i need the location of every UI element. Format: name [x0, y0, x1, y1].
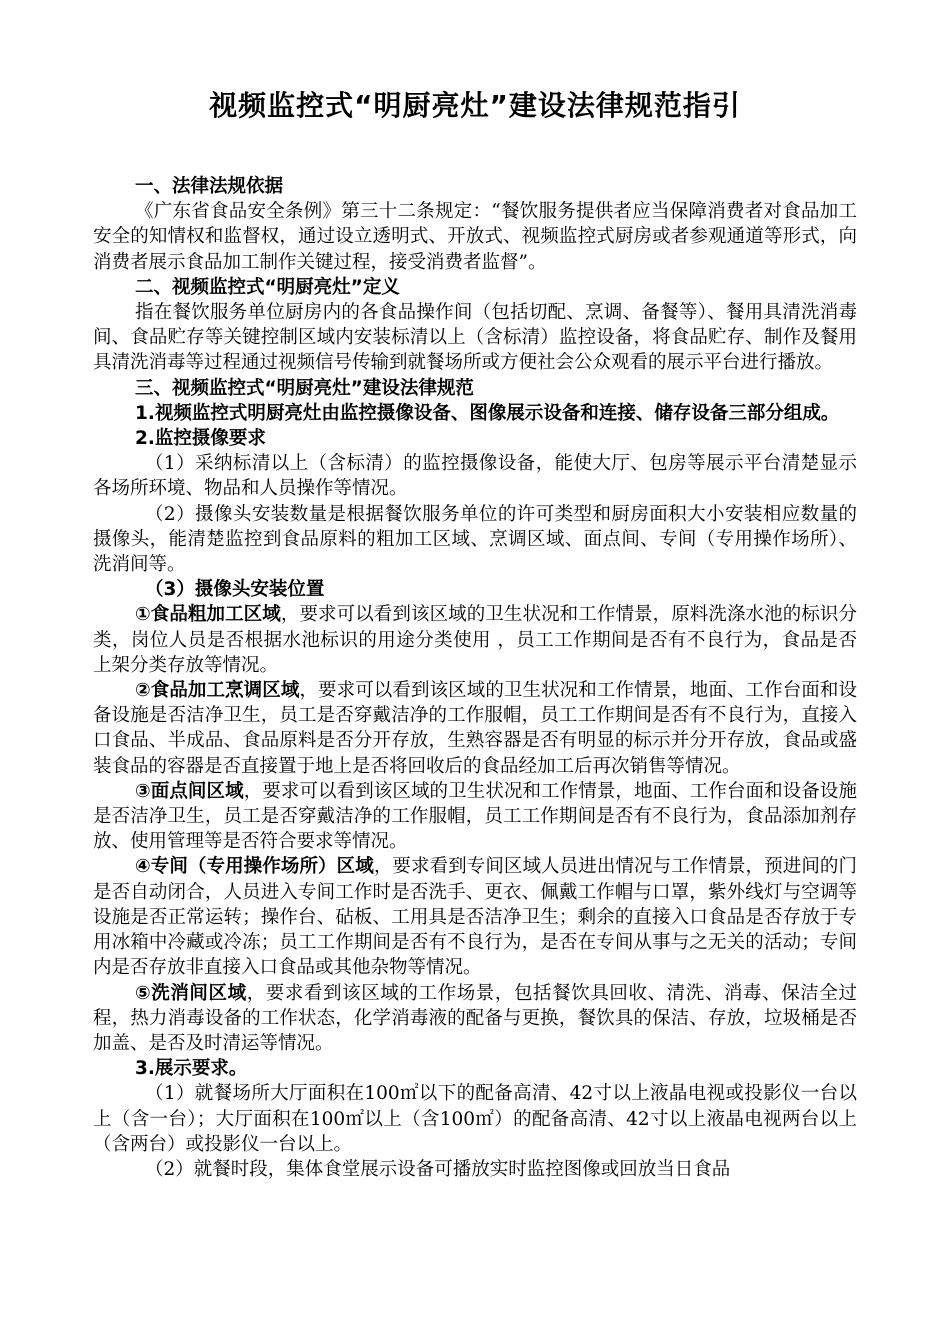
- section-3-item-2-para-3-heading: （3）摄像头安装位置: [145, 579, 325, 601]
- section-3-heading: 三、视频监控式“明厨亮灶”建设法律规范: [135, 377, 474, 399]
- camera-area-3: [93, 779, 857, 855]
- camera-area-3-label: ③面点间区域: [135, 780, 244, 802]
- camera-area-2-label: ②食品加工烹调区域: [135, 680, 300, 702]
- camera-area-4: [93, 854, 857, 980]
- section-3-item-2-heading: 2.监控摄像要求: [135, 428, 266, 450]
- camera-area-1-label: ①食品粗加工区域: [135, 604, 281, 626]
- section-3-item-1: 1.视频监控式明厨亮灶由监控摄像设备、图像展示设备和连接、储存设备三部分组成。: [135, 402, 840, 424]
- section-3-item-2-para-1: （1）采纳标清以上（含标清）的监控摄像设备，能使大厅、包房等展示平台清楚显示各场所环境、物品和人员操作等情况。: [93, 453, 857, 500]
- section-1-text: 《广东省食品安全条例》第三十二条规定：“餐饮服务提供者应当保障消费者对食品加工安全的知情权和监督权，通过设立透明式、开放式、视频监控式厨房或者参观通道等形式，向消费者展示食品加工制作关键过程，接受消费者监督”。: [93, 201, 857, 273]
- camera-area-5-label: ⑤洗消间区域: [135, 982, 247, 1004]
- section-3-item-3-para-2: （2）就餐时段，集体食堂展示设备可播放实时监控图像或回放当日食品: [145, 1158, 731, 1180]
- section-1-heading: 一、法律法规依据: [135, 176, 284, 197]
- page-title: 视频监控式“明厨亮灶”建设法律规范指引: [209, 89, 741, 122]
- section-2-heading: 二、视频监控式“明厨亮灶”定义: [135, 276, 400, 298]
- camera-area-2: [93, 678, 857, 779]
- section-3-item-2-para-2: （2）摄像头安装数量是根据餐饮服务单位的许可类型和厨房面积大小安装相应数量的摄像头，能清楚监控到食品原料的粗加工区域、烹调区域、面点间、专间（专用操作场所）、洗消间等。: [93, 503, 857, 576]
- document-body: [93, 174, 857, 1182]
- camera-area-5: [93, 981, 857, 1057]
- camera-area-3-text: ，要求可以看到该区域的卫生状况和工作情景，地面、工作台面和设备设施是否洁净卫生，员工是否穿戴洁净的工作服帽，员工工作期间是否有不良行为，食品添加剂存放、使用管理等是否符合要求等情况。: [93, 780, 857, 853]
- section-3-item-3-heading: 3.展示要求。: [135, 1058, 248, 1080]
- camera-area-5-text: ，要求看到该区域的工作场景，包括餐饮具回收、清洗、消毒、保洁全过程，热力消毒设备的工作状态，化学消毒液的配备与更换，餐饮具的保洁、存放，垃圾桶是否加盖、是否及时清运等情况。: [93, 982, 857, 1054]
- camera-area-4-text: ，要求看到专间区域人员进出情况与工作情景，预进间的门是否自动闭合，人员进入专间工作时是否洗手、更衣、佩戴工作帽与口罩，紫外线灯与空调等设施是否正常运转；操作台、砧板、工用具是否洁净卫生；剩余的直接入口食品是否存放于专用冰箱中冷藏或冷冻；员工工作期间是否有不良行为，是否在专间从事与之无关的活动；专间内是否存放非直接入口食品或其他杂物等情况。: [93, 856, 857, 979]
- camera-area-2-text: ，要求可以看到该区域的卫生状况和工作情景，地面、工作台面和设备设施是否洁净卫生，员工是否穿戴洁净的工作服帽，员工工作期间是否有不良行为，直接入口食品、半成品、食品原料是否分开存放，生熟容器是否有明显的标示并分开存放，食品或盛装食品的容器是否直接置于地上是否将回收后的食品经加工后再次销售等情况。: [93, 680, 857, 777]
- camera-area-1-text: ，要求可以看到该区域的卫生状况和工作情景，原料洗涤水池的标识分类，岗位人员是否根据水池标识的用途分类使用 ，员工工作期间是否有不良行为，食品是否上架分类存放等情况。: [93, 604, 857, 676]
- camera-area-4-label: ④专间（专用操作场所）区域: [135, 856, 374, 878]
- section-2-text: 指在餐饮服务单位厨房内的各食品操作间（包括切配、烹调、备餐等）、餐用具清洗消毒间、食品贮存等关键控制区域内安装标清以上（含标清）监控设备，将食品贮存、制作及餐用具清洗消毒等过程通过视频信号传输到就餐场所或方便社会公众观看的展示平台进行播放。: [93, 302, 857, 374]
- section-3-item-3-para-1: （1）就餐场所大厅面积在100㎡以下的配备高清、42寸以上液晶电视或投影仪一台以上（含一台）；大厅面积在100㎡以上（含100㎡）的配备高清、42寸以上液晶电视两台以上（含两台）或投影仪一台以上。: [93, 1083, 857, 1155]
- camera-area-1: [93, 602, 857, 678]
